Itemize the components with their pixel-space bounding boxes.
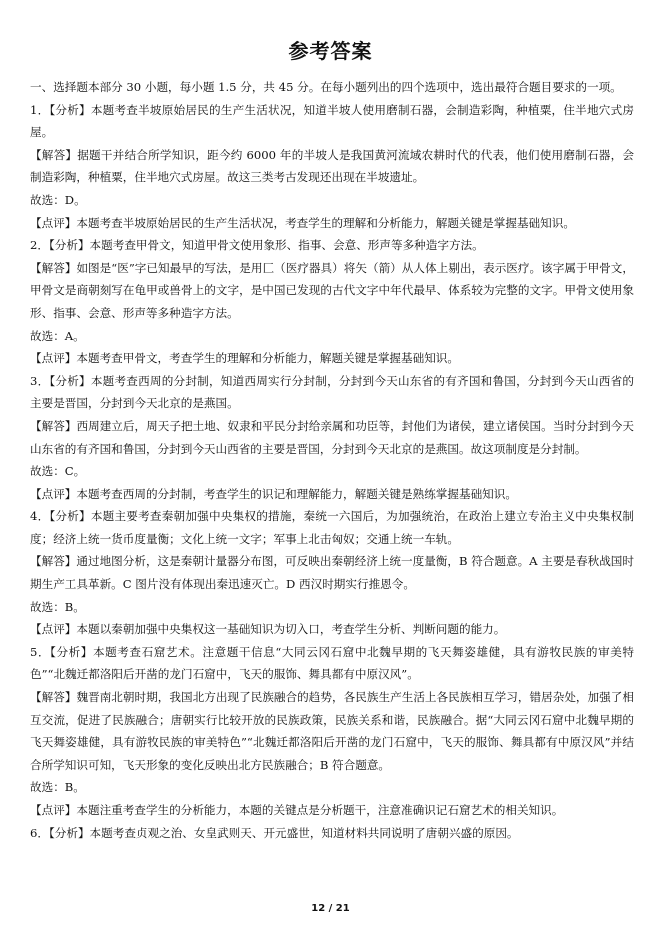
q3-answer: 【解答】西周建立后，周天子把土地、奴隶和平民分封给亲属和功臣等，封他们为诸侯，建立诸侯国。当时分封到今天山东省的有齐国和鲁国，分封到今天山西省的主要是晋国，分封到今天北京的是燕国。故这项制度是分封制。	[30, 418, 634, 456]
q3-analysis: 3．【分析】本题考查西周的分封制，知道西周实行分封制，分封到今天山东省的有齐国和鲁国，分封到今天山西省的主要是晋国，分封到今天北京的是燕国。	[30, 373, 634, 411]
answer-content	[30, 76, 634, 844]
q1-comment: 【点评】本题考查半坡原始居民的生产生活状况，考查学生的理解和分析能力，解题关键是掌握基础知识。	[30, 215, 575, 230]
q4-analysis: 4．【分析】本题主要考查秦朝加强中央集权的措施，秦统一六国后，为加强统治，在政治上建立专治主义中央集权制度；经济上统一货币度量衡；文化上统一文字；军事上北击匈奴；交通上统一车轨。	[30, 509, 634, 546]
q4-choice: 故选：B。	[30, 599, 85, 614]
q6-analysis: 6．【分析】本题考查贞观之治、女皇武则天、开元盛世，知道材料共同说明了唐朝兴盛的原因。	[30, 825, 519, 840]
section-intro: 一、选择题本部分 30 小题，每小题 1.5 分，共 45 分。在每小题列出的四个选项中，选出最符合题目要求的一项。	[30, 80, 622, 94]
q5-analysis: 5．【分析】本题考查石窟艺术。注意题干信息“大同云冈石窟中北魏早期的飞天舞姿雄健，具有游牧民族的审美特色”“北魏迁都洛阳后开凿的龙门石窟中，飞天的服饰、舞具都有中原汉风”。	[30, 644, 634, 682]
q5-comment: 【点评】本题注重考查学生的分析能力，本题的关键点是分析题干，注意准确识记石窟艺术的相关知识。	[30, 803, 564, 817]
q2-answer: 【解答】如图是“医”字已知最早的写法，是用匚（医疗器具）将矢（箭）从人体上剔出，表示医疗。该字属于甲骨文，甲骨文是商朝刻写在龟甲或兽骨上的文字，是中国已发现的古代文字中年代最早、体系较为完整的文字。甲骨文使用象形、指事、会意、形声等多种造字方法。	[30, 260, 634, 320]
page-number: 12 / 21	[311, 903, 350, 914]
q2-comment: 【点评】本题考查甲骨文，考查学生的理解和分析能力，解题关键是掌握基础知识。	[30, 351, 459, 366]
q1-answer: 【解答】据题干并结合所学知识，距今约 6000 年的半坡人是我国黄河流域农耕时代的代表，他们使用磨制石器，会制造彩陶，种植粟，住半地穴式房屋。故这三类考古发现还出现在半坡遗址。	[30, 147, 634, 185]
q1-analysis: 1．【分析】本题考查半坡原始居民的生产生活状况，知道半坡人使用磨制石器，会制造彩陶，种植粟，住半地穴式房屋。	[30, 102, 634, 140]
q2-analysis: 2．【分析】本题考查甲骨文，知道甲骨文使用象形、指事、会意、形声等多种造字方法。	[30, 238, 484, 253]
q5-choice: 故选：B。	[30, 780, 85, 795]
q5-answer: 【解答】魏晋南北朝时期，我国北方出现了民族融合的趋势，各民族生产生活上各民族相互学习，错居杂处，加强了相互交流，促进了民族融合；唐朝实行比较开放的民族政策，民族关系和谐，民族融合。据“大同云冈石窟中北魏早期的飞天舞姿雄健，具有游牧民族的审美特色”“北魏迁都洛阳后开凿的龙门石窟中，飞天的服饰、舞具都有中原汉风”并结合所学知识可知，飞天形象的变化反映出北方民族融合；B 符合题意。	[30, 690, 634, 772]
q4-comment: 【点评】本题以秦朝加强中央集权这一基础知识为切入口，考查学生分析、判断问题的能力。	[30, 622, 506, 637]
page-title: 参考答案	[288, 39, 373, 63]
q4-answer: 【解答】通过地图分析，这是秦朝计量器分布图，可反映出秦朝经济上统一度量衡，B 符合题意。A 主要是春秋战国时期生产工具革新。C 图片没有体现出秦迅速灭亡。D 西汉时期实行推恩令。	[30, 554, 634, 592]
q1-choice: 故选：D。	[30, 192, 86, 207]
q3-choice: 故选：C。	[30, 464, 86, 479]
q3-comment: 【点评】本题考查西周的分封制，考查学生的识记和理解能力，解题关键是熟练掌握基础知识。	[30, 486, 517, 501]
q2-choice: 故选：A。	[30, 328, 85, 343]
